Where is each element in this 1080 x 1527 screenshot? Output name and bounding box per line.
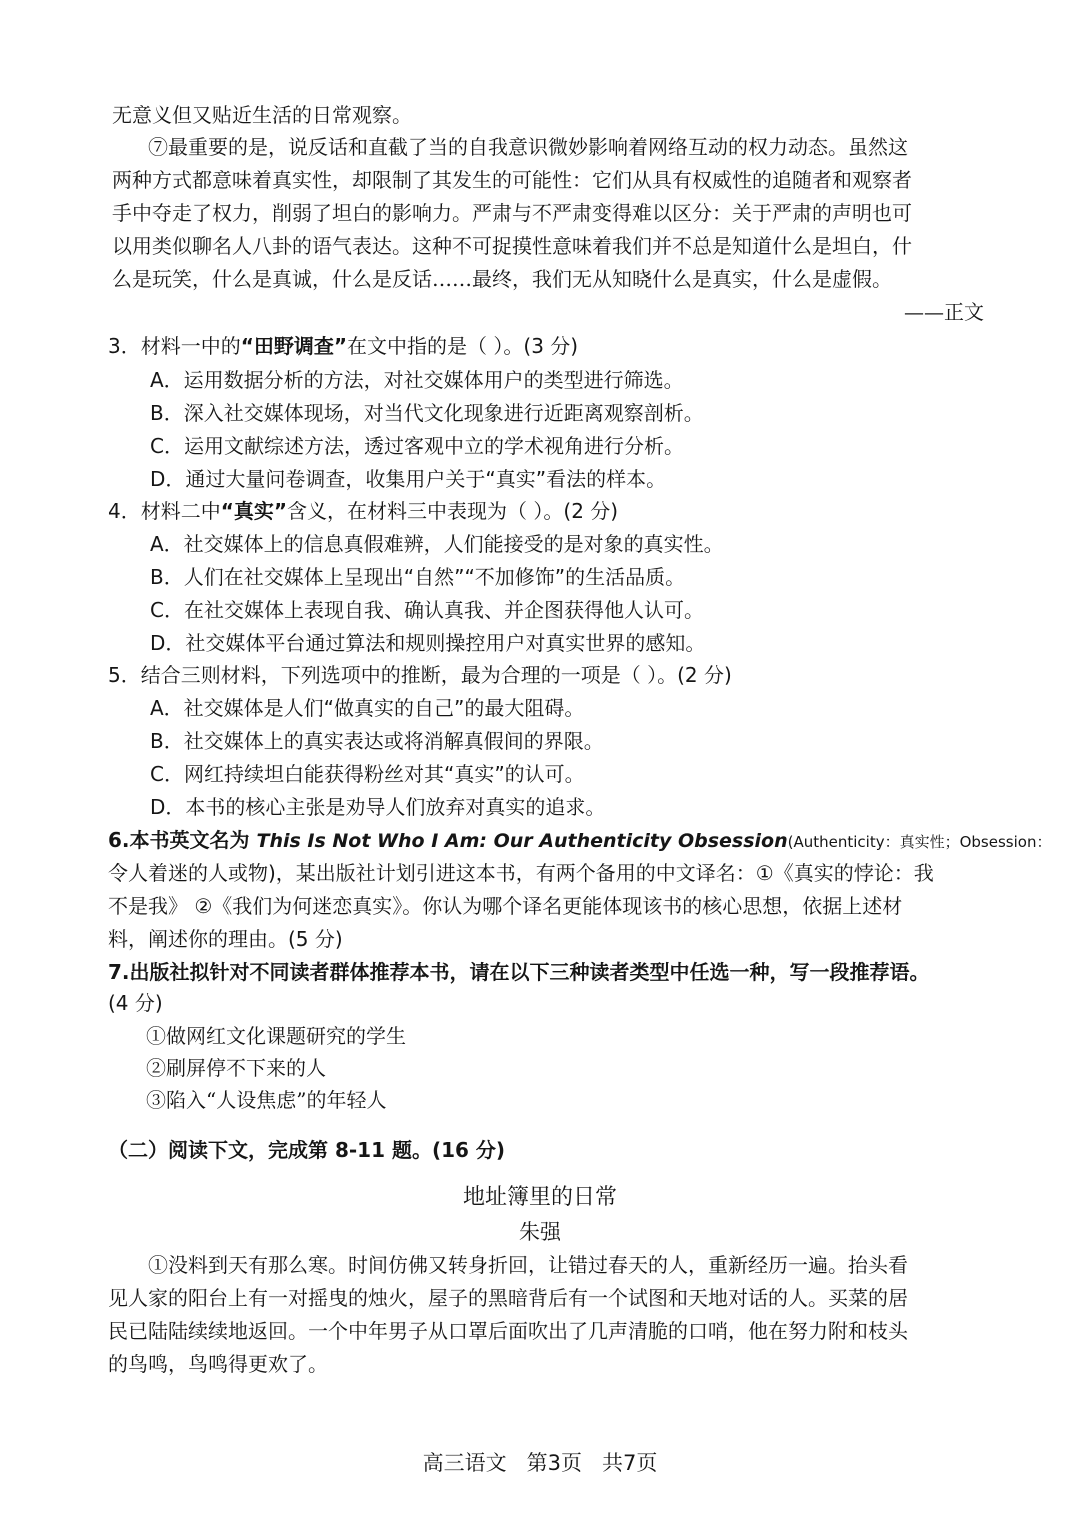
article-line: 的鸟鸣，鸟鸣得更欢了。 bbox=[108, 1352, 328, 1376]
stem-text: 6.本书英文名为 bbox=[108, 828, 257, 852]
question-4-option-b: B．人们在社交媒体上呈现出“自然”“不加修饰”的生活品质。 bbox=[150, 565, 686, 589]
passage-line: 以用类似聊名人八卦的语气表达。这种不可捉摸性意味着我们并不总是知道什么是坦白，什 bbox=[112, 234, 912, 258]
question-6-line: 不是我》 ②《我们为何迷恋真实》。你认为哪个译名更能体现该书的核心思想，依据上述材 bbox=[108, 894, 903, 918]
question-5-option-c: C．网红持续坦白能获得粉丝对其“真实”的认可。 bbox=[150, 762, 585, 786]
stem-text: 含义，在材料三中表现为（ ）。(2 分) bbox=[287, 499, 619, 523]
article-line: 见人家的阳台上有一对摇曳的烛火，屋子的黑暗背后有一个试图和天地对话的人。买菜的居 bbox=[108, 1286, 908, 1310]
article-line: ①没料到天有那么寒。时间仿佛又转身折回，让错过春天的人，重新经历一遍。抬头看 bbox=[148, 1253, 908, 1277]
article-author: 朱强 bbox=[519, 1220, 561, 1244]
question-3-option-d: D．通过大量问卷调查，收集用户关于“真实”看法的样本。 bbox=[150, 467, 667, 491]
passage-source: ——正文 bbox=[904, 300, 984, 324]
passage-line: 无意义但又贴近生活的日常观察。 bbox=[112, 103, 412, 127]
question-5-option-b: B．社交媒体上的真实表达或将消解真假间的界限。 bbox=[150, 729, 604, 753]
question-5-option-a: A．社交媒体是人们“做真实的自己”的最大阻碍。 bbox=[150, 696, 585, 720]
stem-keyword: “真实” bbox=[220, 499, 288, 523]
article-line: 民已陆陆续续地返回。一个中年男子从口罩后面吹出了几声清脆的口哨，他在努力附和枝头 bbox=[108, 1319, 908, 1343]
question-6-line: 料，阐述你的理由。(5 分) bbox=[108, 927, 343, 951]
question-7-option: ②刷屏停不下来的人 bbox=[146, 1056, 326, 1080]
question-4-option-d: D．社交媒体平台通过算法和规则操控用户对真实世界的感知。 bbox=[150, 631, 706, 655]
question-7-stem: 7.出版社拟针对不同读者群体推荐本书，请在以下三种读者类型中任选一种，写一段推荐语。 bbox=[108, 960, 930, 984]
question-3-option-c: C．运用文献综述方法，透过客观中立的学术视角进行分析。 bbox=[150, 434, 684, 458]
passage-line: 么是玩笑，什么是真诚，什么是反话……最终，我们无从知晓什么是真实，什么是虚假。 bbox=[112, 267, 892, 291]
question-4-option-c: C．在社交媒体上表现自我、确认真我、并企图获得他人认可。 bbox=[150, 598, 704, 622]
passage-line: ⑦最重要的是，说反话和直截了当的自我意识微妙影响着网络互动的权力动态。虽然这 bbox=[148, 135, 908, 159]
question-7-option: ①做网红文化课题研究的学生 bbox=[146, 1024, 406, 1048]
stem-text: 在文中指的是（ ）。(3 分) bbox=[347, 334, 579, 358]
stem-keyword: “田野调查” bbox=[240, 334, 348, 358]
question-5-stem: 5．结合三则材料，下列选项中的推断，最为合理的一项是（ ）。(2 分) bbox=[108, 663, 732, 687]
question-6-stem bbox=[108, 824, 1051, 858]
question-3-stem bbox=[108, 330, 578, 362]
book-english-title: This Is Not Who I Am: Our Authenticity Obsession bbox=[256, 830, 788, 852]
stem-gloss: (Authenticity：真实性；Obsession： bbox=[787, 833, 1052, 851]
question-7-score: (4 分) bbox=[108, 991, 163, 1015]
page-footer: 高三语文 第3页 共7页 bbox=[422, 1451, 658, 1475]
article-title: 地址簿里的日常 bbox=[462, 1185, 617, 1210]
passage-line: 手中夺走了权力，削弱了坦白的影响力。严肃与不严肃变得难以区分：关于严肃的声明也可 bbox=[112, 201, 912, 225]
stem-text: 3．材料一中的 bbox=[108, 334, 241, 358]
question-4-stem bbox=[108, 495, 618, 527]
question-3-option-a: A．运用数据分析的方法，对社交媒体用户的类型进行筛选。 bbox=[150, 368, 684, 392]
question-6-line: 令人着迷的人或物)，某出版社计划引进这本书，有两个备用的中文译名：①《真实的悖论：我 bbox=[108, 861, 934, 885]
question-5-option-d: D．本书的核心主张是劝导人们放弃对真实的追求。 bbox=[150, 795, 606, 819]
stem-text: 4．材料二中 bbox=[108, 499, 221, 523]
question-7-option: ③陷入“人设焦虑”的年轻人 bbox=[146, 1088, 387, 1112]
question-4-option-a: A．社交媒体上的信息真假难辨，人们能接受的是对象的真实性。 bbox=[150, 532, 724, 556]
question-3-option-b: B．深入社交媒体现场，对当代文化现象进行近距离观察剖析。 bbox=[150, 401, 704, 425]
passage-line: 两种方式都意味着真实性，却限制了其发生的可能性：它们从具有权威性的追随者和观察者 bbox=[112, 168, 912, 192]
section-2-heading: （二）阅读下文，完成第 8-11 题。(16 分) bbox=[108, 1138, 506, 1162]
